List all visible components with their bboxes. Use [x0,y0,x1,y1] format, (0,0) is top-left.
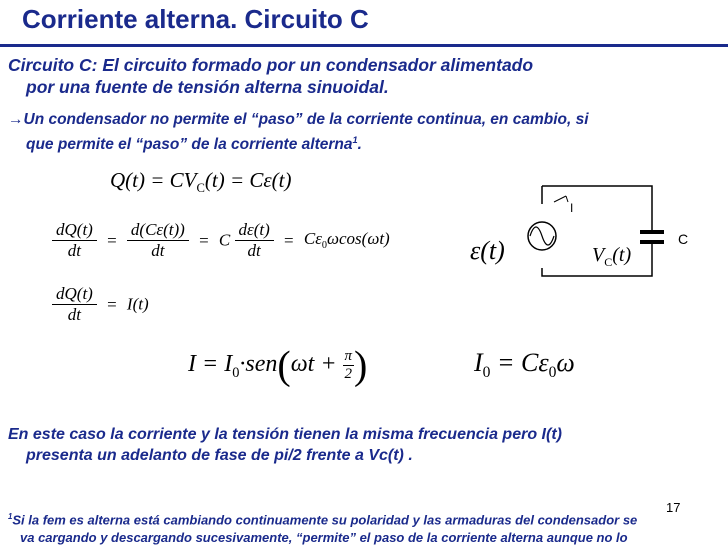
current-arrow-icon [566,196,568,202]
equation-charge [110,168,292,196]
frac-dq-dt-2 [52,284,97,325]
frac-de-dt [235,220,274,261]
m4-b: = Cε [490,348,549,377]
frac-den: dt [67,305,82,324]
slide-title: Corriente alterna. Circuito C [22,4,369,34]
arrow-bullet-icon: → [8,111,24,128]
right-paren: ) [354,342,368,388]
eq1-part-b: (t) = Cε(t) [204,168,292,192]
bullet-end: . [357,136,362,154]
page-number: 17 [666,500,681,515]
capacitor-voltage-label [592,244,631,270]
frac-num: d(Cε(t)) [127,220,189,241]
equals-sign: = [107,230,117,250]
conclusion-paragraph [8,424,718,466]
frac-dq-dt [52,220,97,261]
conclusion-line2: presenta un adelanto de fase de pi/2 frente a Vc(t) . [26,447,413,464]
m4-c: ω [556,348,575,377]
bullet-paragraph [8,110,718,155]
frac-den: dt [67,241,82,260]
eq1-sub: C [196,181,205,196]
title-rule [0,44,728,47]
intro-paragraph [8,54,708,98]
result-a: Cε [303,229,322,249]
eq1-part-a: Q(t) = CV [110,168,197,192]
frac-num: dQ(t) [52,284,97,305]
footnote-line2: va cargando y descargando sucesivamente, “permite” el paso de la corriente alterna aunque no lo [20,530,628,546]
footnote-marker: 1 [8,512,13,521]
m3-b: ·sen [239,351,278,378]
result-b: ωcos(ωt) [327,229,390,249]
constant-c: C [218,230,231,250]
frac-den: dt [247,241,261,260]
intro-label: Circuito C: [8,55,98,75]
frac-num: dQ(t) [52,220,97,241]
left-paren: ( [277,342,291,388]
circuit-diagram [462,176,712,286]
equation-amplitude [474,348,575,382]
emf-label: ε(t) [470,236,505,265]
circuit-wire [542,186,652,232]
intro-line2: por una fuente de tensión alterna sinuoidal. [26,77,389,97]
m3-a: I = I [188,351,233,378]
vc-b: (t) [612,244,632,266]
conclusion-line1: En este caso la corriente y la tensión tienen la misma frecuencia pero I(t) [8,426,562,443]
bullet-line2: que permite el “paso” de la corriente alterna [26,136,353,154]
two: 2 [344,366,353,382]
derivative-result [303,229,390,252]
m3-inner: ωt + [290,351,337,378]
equation-current-sine [188,342,368,388]
current-it: I(t) [126,294,149,314]
capacitor-label: C [678,231,689,247]
m3-sub: 0 [232,364,240,381]
current-arrow-icon [554,196,566,202]
equation-current [52,284,149,325]
equals-sign: = [284,230,294,250]
frac-dce-dt [127,220,189,261]
vc-a: V [592,244,605,266]
equals-sign: = [199,230,209,250]
equals-sign: = [107,294,117,314]
m4-sub2: 0 [548,364,557,382]
bullet-line1: Un condensador no permite el “paso” de la corriente continua, en cambio, si [23,111,589,128]
frac-den: dt [151,241,165,260]
vc-sub: C [604,254,613,269]
footnote-line1: Si la fem es alterna está cambiando continuamente su polaridad y las armaduras del condensador se [12,512,638,528]
m4-sub1: 0 [482,364,491,382]
frac-pi-2 [343,348,355,383]
footnote [8,508,720,547]
current-label: I [570,201,574,215]
pi: π [344,348,353,364]
m4-a: I [474,348,483,377]
bullet-footnote-ref: 1 [352,135,358,145]
intro-line1: El circuito formado por un condensador alimentado [97,55,534,75]
equation-derivative [52,220,390,261]
frac-num: dε(t) [235,220,274,241]
result-sub: 0 [321,240,327,252]
